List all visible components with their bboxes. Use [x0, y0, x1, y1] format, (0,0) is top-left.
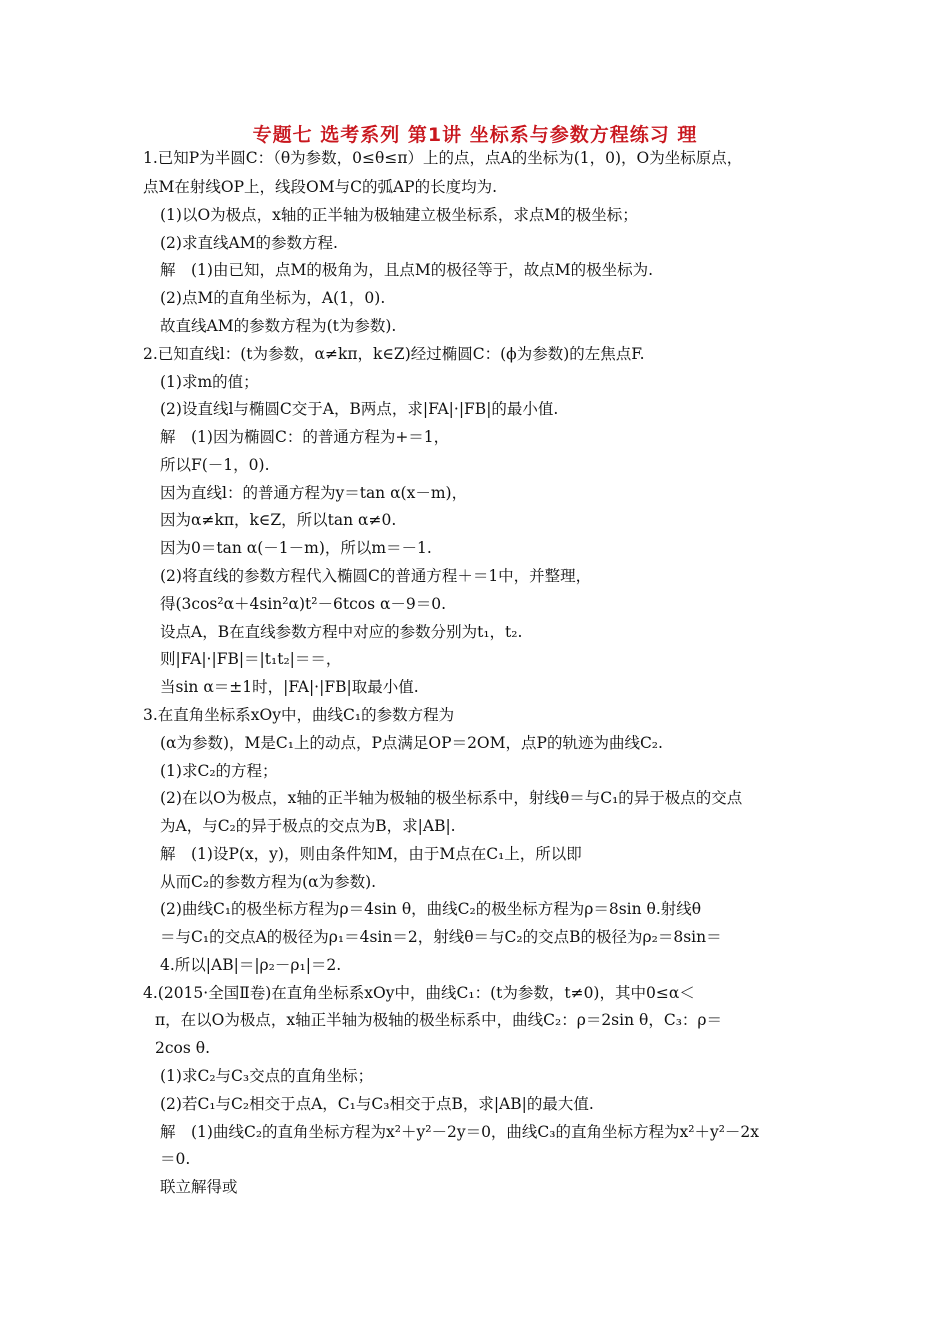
text-line: (α为参数)，M是C₁上的动点，P点满足OP＝2OM，点P的轨迹为曲线C₂. — [160, 734, 663, 752]
text-line: 得(3cos²α＋4sin²α)t²－6tcos α－9＝0. — [160, 595, 447, 613]
text-line: 因为0＝tan α(－1－m)，所以m＝－1. — [160, 539, 432, 557]
text-line: 故直线AM的参数方程为(t为参数). — [160, 317, 397, 335]
text-line: (1)求m的值； — [160, 373, 259, 391]
text-line: 因为α≠kπ，k∈Z，所以tan α≠0. — [160, 511, 397, 529]
text-line: ＝0. — [160, 1150, 191, 1168]
text-line: (2)设直线l与椭圆C交于A，B两点，求|FA|·|FB|的最小值. — [160, 400, 559, 418]
text-line: (2)在以O为极点，x轴的正半轴为极轴的极坐标系中，射线θ＝与C₁的异于极点的交点 — [160, 789, 743, 807]
text-line: 解 (1)设P(x，y)，则由条件知M，由于M点在C₁上，所以即 — [160, 845, 582, 863]
text-line: 为A，与C₂的异于极点的交点为B，求|AB|. — [160, 817, 456, 835]
text-line: (2)若C₁与C₂相交于点A，C₁与C₃相交于点B，求|AB|的最大值. — [160, 1095, 594, 1113]
text-line: (2)将直线的参数方程代入椭圆C的普通方程＋＝1中，并整理， — [160, 567, 592, 585]
text-line: 解 (1)因为椭圆C：的普通方程为+＝1， — [160, 428, 450, 446]
text-line: π，在以O为极点，x轴正半轴为极轴的极坐标系中，曲线C₂：ρ＝2sin θ，C₃：ρ＝ — [155, 1011, 723, 1029]
text-line: 2.已知直线l：(t为参数，α≠kπ，k∈Z)经过椭圆C：(ϕ为参数)的左焦点F. — [143, 345, 645, 363]
text-line: 3.在直角坐标系xOy中，曲线C₁的参数方程为 — [143, 706, 455, 724]
text-line: (1)求C₂的方程； — [160, 762, 278, 780]
text-line: 则|FA|·|FB|＝|t₁t₂|＝＝， — [160, 650, 342, 668]
text-line: 1.已知P为半圆C：（θ为参数，0≤θ≤π）上的点，点A的坐标为(1，0)，O为坐标原点， — [143, 149, 743, 167]
text-line: (1)以O为极点，x轴的正半轴为极轴建立极坐标系，求点M的极坐标； — [160, 206, 638, 224]
text-line: 解 (1)曲线C₂的直角坐标方程为x²＋y²－2y＝0，曲线C₃的直角坐标方程为x²＋y²－2x — [160, 1123, 760, 1141]
text-line: 2cos θ. — [155, 1039, 211, 1057]
text-line: 4.(2015·全国Ⅱ卷)在直角坐标系xOy中，曲线C₁：(t为参数，t≠0)，其中0≤α＜ — [143, 984, 695, 1002]
text-line: 点M在射线OP上，线段OM与C的弧AP的长度均为. — [143, 178, 497, 196]
text-line: 从而C₂的参数方程为(α为参数). — [160, 873, 377, 891]
document-title: 专题七 选考系列 第1讲 坐标系与参数方程练习 理 — [252, 124, 698, 146]
text-line: 所以F(－1，0). — [160, 456, 270, 474]
text-line: 设点A，B在直线参数方程中对应的参数分别为t₁，t₂. — [160, 623, 523, 641]
text-line: 联立解得或 — [160, 1178, 238, 1196]
text-line: (2)曲线C₁的极坐标方程为ρ＝4sin θ，曲线C₂的极坐标方程为ρ＝8sin θ.射线θ — [160, 900, 702, 918]
text-line: (2)点M的直角坐标为，A(1，0). — [160, 289, 386, 307]
text-line: 解 (1)由已知，点M的极角为，且点M的极径等于，故点M的极坐标为. — [160, 261, 653, 279]
text-line: 当sin α＝±1时，|FA|·|FB|取最小值. — [160, 678, 419, 696]
text-line: ＝与C₁的交点A的极径为ρ₁＝4sin＝2，射线θ＝与C₂的交点B的极径为ρ₂＝8sin＝ — [160, 928, 722, 946]
text-line: (2)求直线AM的参数方程. — [160, 234, 338, 252]
text-line: 因为直线l：的普通方程为y＝tan α(x－m)， — [160, 484, 468, 502]
text-line: (1)求C₂与C₃交点的直角坐标； — [160, 1067, 374, 1085]
text-line: 4.所以|AB|＝|ρ₂－ρ₁|＝2. — [160, 956, 342, 974]
